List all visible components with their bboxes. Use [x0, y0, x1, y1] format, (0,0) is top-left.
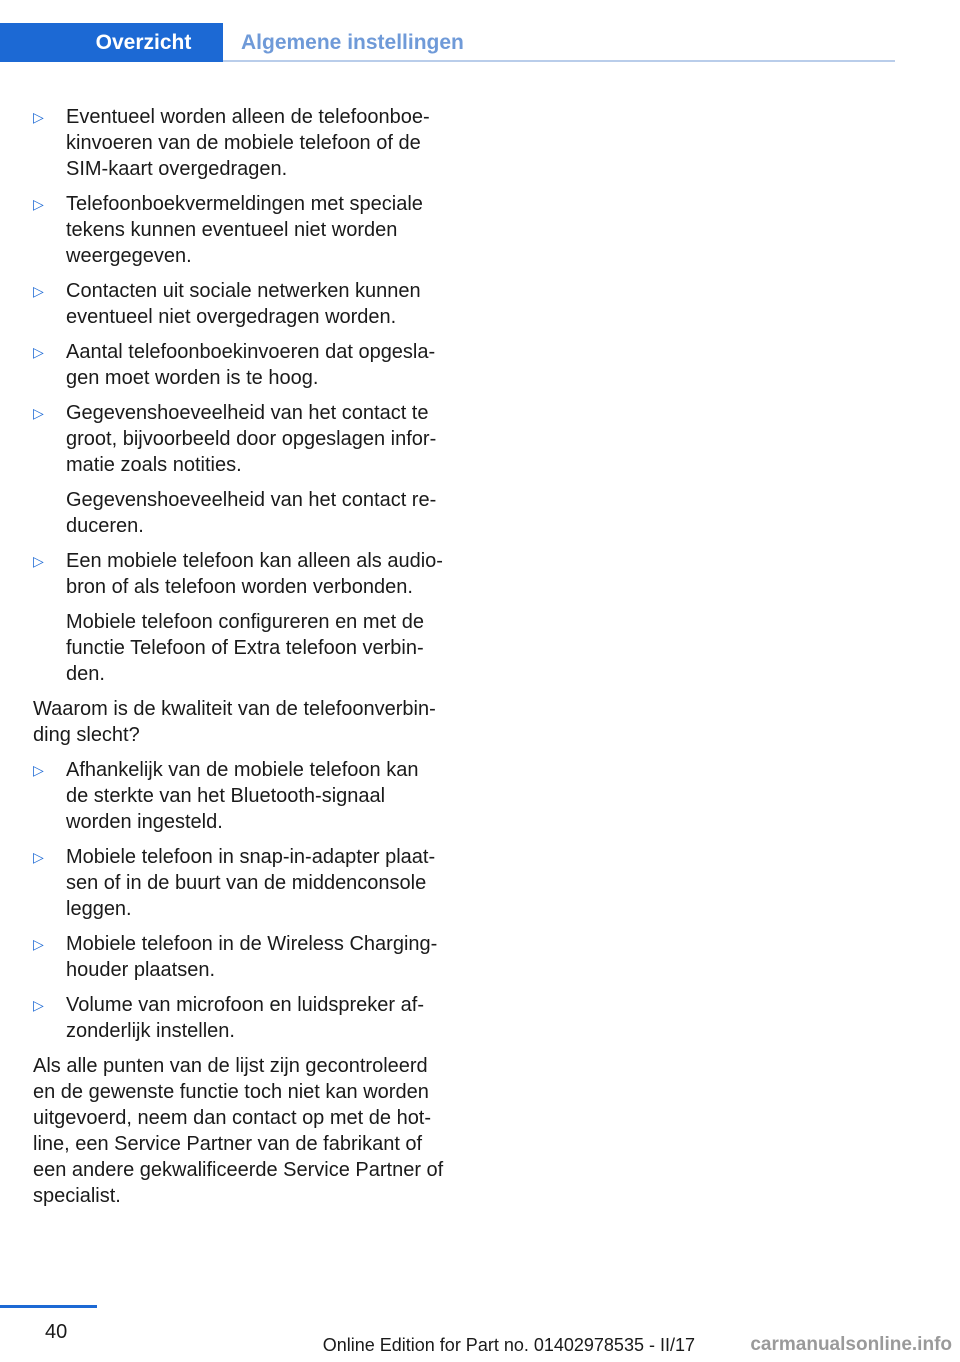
page-content: [33, 104, 445, 1218]
list-item-text: Een mobiele telefoon kan alleen als audiobron of als telefoon worden verbonden.: [66, 550, 443, 598]
list-item-text: Telefoonboekvermeldingen met speciale tekens kunnen eventueel niet worden weergegeven.: [66, 193, 423, 267]
question-heading: Waarom is de kwaliteit van de telefoonverbinding slecht?: [33, 698, 436, 746]
list-item: [33, 191, 445, 269]
triangle-bullet-icon: ▷: [33, 344, 44, 360]
list-item-text: Contacten uit sociale netwerken kunnen eventueel niet overgedragen worden.: [66, 280, 421, 328]
list-item: [33, 339, 445, 391]
troubleshooting-list-phonebook: [33, 104, 445, 687]
footer-divider: [0, 1305, 97, 1308]
list-item-text: Mobiele telefoon in snap-in-adapter plaatsen of in de buurt van de middenconsole leggen.: [66, 846, 436, 920]
list-item-text: Gegevenshoeveelheid van het contact te groot, bijvoorbeeld door opgeslagen informatie zoals notities.: [66, 402, 437, 476]
triangle-bullet-icon: ▷: [33, 997, 44, 1013]
list-item-text: Mobiele telefoon in de Wireless Charging-houder plaatsen.: [66, 933, 438, 981]
list-item-text: Afhankelijk van de mobiele telefoon kan de sterkte van het Bluetooth-signaal worden ingesteld.: [66, 759, 419, 833]
triangle-bullet-icon: ▷: [33, 283, 44, 299]
list-item: [33, 844, 445, 922]
list-item: [33, 757, 445, 835]
header-divider: [223, 60, 895, 62]
list-item: [33, 548, 445, 687]
closing-paragraph: Als alle punten van de lijst zijn gecontroleerd en de gewenste functie toch niet kan worden uitgevoerd, neem dan contact op met de hotline, een Service Partner van de fabrikant of een andere gekwalificeerde Service Partner of specialist.: [33, 1055, 444, 1207]
tab-algemene-instellingen[interactable]: [223, 23, 464, 62]
tab-algemene-instellingen-label: Algemene instellingen: [241, 30, 464, 54]
list-item-text: Aantal telefoonboekinvoeren dat opgeslagen moet worden is te hoog.: [66, 341, 436, 389]
list-item: [33, 278, 445, 330]
list-item-text: Mobiele telefoon configureren en met de functie Telefoon of Extra telefoon verbinden.: [66, 611, 425, 685]
triangle-bullet-icon: ▷: [33, 405, 44, 421]
troubleshooting-list-connection: [33, 757, 445, 1044]
edition-note: Online Edition for Part no. 01402978535 - II/17: [322, 1335, 695, 1355]
tab-overzicht[interactable]: [0, 23, 223, 62]
triangle-bullet-icon: ▷: [33, 936, 44, 952]
watermark-logo: carmanualsonline.info: [750, 1334, 952, 1355]
list-item: [33, 400, 445, 539]
list-item: [33, 931, 445, 983]
list-item: [33, 104, 445, 182]
triangle-bullet-icon: ▷: [33, 553, 44, 569]
page-number: 40: [45, 1321, 68, 1343]
triangle-bullet-icon: ▷: [33, 109, 44, 125]
list-item-text: Volume van microfoon en luidspreker afzonderlijk instellen.: [66, 994, 424, 1042]
tab-overzicht-label: Overzicht: [95, 30, 192, 54]
page-header: [0, 0, 960, 62]
list-item: [33, 992, 445, 1044]
triangle-bullet-icon: ▷: [33, 196, 44, 212]
triangle-bullet-icon: ▷: [33, 849, 44, 865]
list-item-text: Eventueel worden alleen de telefoonboekinvoeren van de mobiele telefoon of de SIM-kaart overgedragen.: [66, 106, 430, 180]
triangle-bullet-icon: ▷: [33, 762, 44, 778]
list-item-text: Gegevenshoeveelheid van het contact reduceren.: [66, 489, 437, 537]
